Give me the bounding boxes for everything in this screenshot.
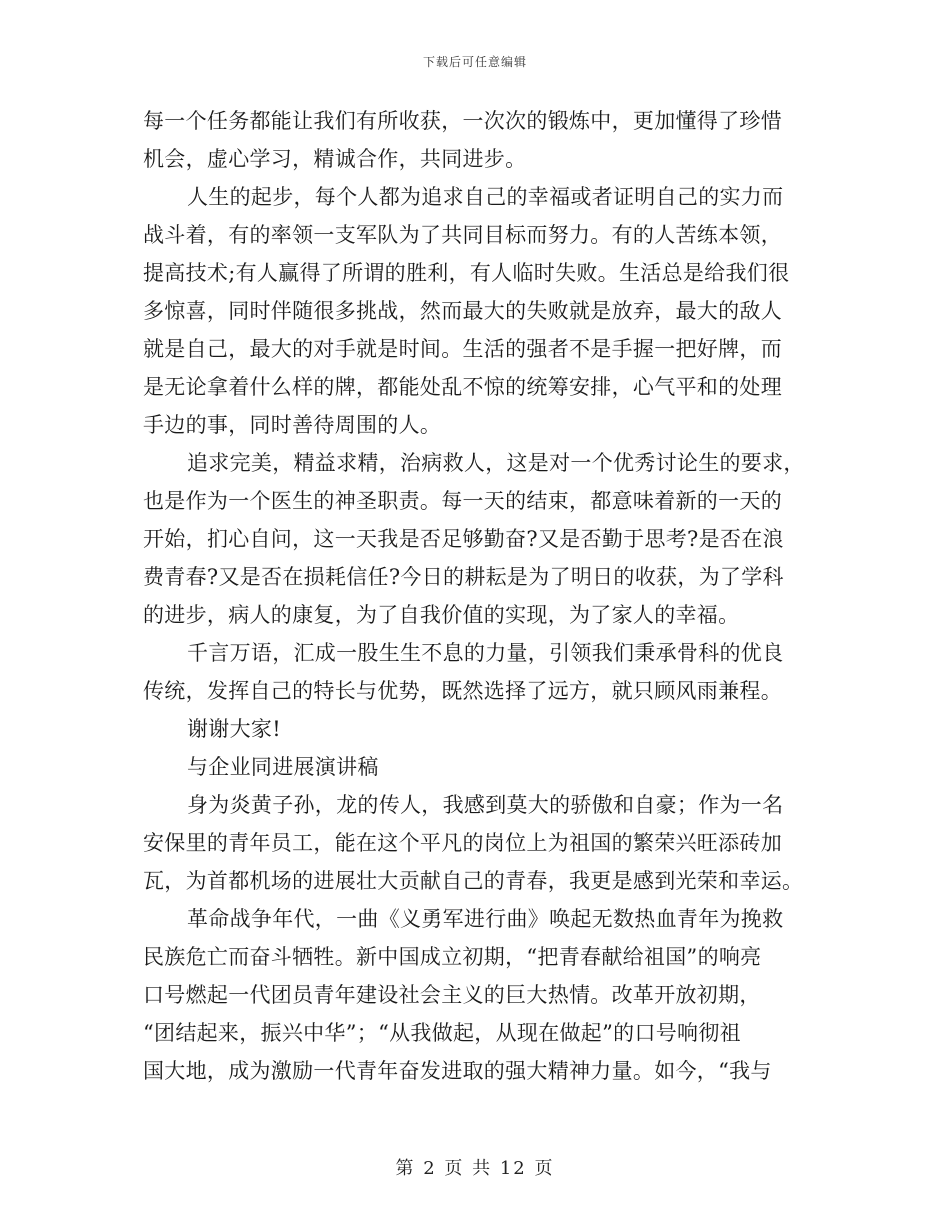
text-line: 身为炎黄子孙，龙的传人，我感到莫大的骄傲和自豪；作为一名 [187, 793, 784, 817]
text-line: 的进步，病人的康复，为了自我价值的实现，为了家人的幸福。 [143, 603, 740, 627]
document-body [143, 102, 807, 1090]
paragraph [143, 710, 807, 748]
text-line: 人生的起步，每个人都为追求自己的幸福或者证明自己的实力而 [187, 185, 784, 209]
text-line: 开始，扪心自问，这一天我是否足够勤奋?又是否勤于思考?是否在浪 [143, 527, 784, 551]
paragraph [143, 786, 807, 900]
text-line: 瓦，为首都机场的进展壮大贡献自己的青春，我更是感到光荣和幸运。 [143, 869, 804, 893]
text-line: 费青春?又是否在损耗信任?今日的耕耘是为了明日的收获，为了学科 [143, 565, 784, 589]
text-line: 就是自己，最大的对手就是时间。生活的强者不是手握一把好牌，而 [143, 337, 782, 361]
text-line: 也是作为一个医生的神圣职责。每一天的结束，都意味着新的一天的 [143, 489, 782, 513]
text-line: 安保里的青年员工，能在这个平凡的岗位上为祖国的繁荣兴旺添砖加 [143, 831, 782, 855]
paragraph [143, 900, 807, 1090]
paragraph [143, 102, 807, 178]
text-line: 多惊喜，同时伴随很多挑战，然而最大的失败就是放弃，最大的敌人 [143, 299, 782, 323]
paragraph [143, 634, 807, 710]
text-line: 是无论拿着什么样的牌，都能处乱不惊的统筹安排，心气平和的处理 [143, 375, 782, 399]
text-line: 国大地，成为激励一代青年奋发进取的强大精神力量。如今，“我与 [143, 1059, 772, 1083]
text-line: 民族危亡而奋斗牺牲。新中国成立初期，“把青春献给祖国”的响亮 [143, 945, 762, 969]
text-line: 谢谢大家! [187, 717, 281, 741]
paragraph [143, 178, 807, 444]
page-number: 第 2 页 共 12 页 [395, 1158, 555, 1179]
text-line: 手边的事，同时善待周围的人。 [143, 413, 442, 437]
text-line: 提高技术;有人赢得了所谓的胜利，有人临时失败。生活总是给我们很 [143, 261, 790, 285]
text-line: 与企业同进展演讲稿 [187, 755, 379, 779]
paragraph [143, 748, 807, 786]
text-line: 口号燃起一代团员青年建设社会主义的巨大热情。改革开放初期， [143, 983, 761, 1007]
text-line: 千言万语，汇成一股生生不息的力量，引领我们秉承骨科的优良 [187, 641, 784, 665]
text-line: 革命战争年代，一曲《义勇军进行曲》唤起无数热血青年为挽救 [187, 907, 784, 931]
text-line: 机会，虚心学习，精诚合作，共同进步。 [143, 147, 527, 171]
page-header: 下载后可任意编辑 [422, 55, 527, 69]
text-line: 追求完美，精益求精，治病救人，这是对一个优秀讨论生的要求， [187, 451, 805, 475]
paragraph [143, 444, 807, 634]
text-line: “团结起来，振兴中华”；“从我做起，从现在做起”的口号响彻祖 [143, 1021, 741, 1045]
text-line: 传统，发挥自己的特长与优势，既然选择了远方，就只顾风雨兼程。 [143, 679, 782, 703]
text-line: 每一个任务都能让我们有所收获，一次次的锻炼中，更加懂得了珍惜 [143, 109, 782, 133]
text-line: 战斗着，有的率领一支军队为了共同目标而努力。有的人苦练本领， [143, 223, 782, 247]
